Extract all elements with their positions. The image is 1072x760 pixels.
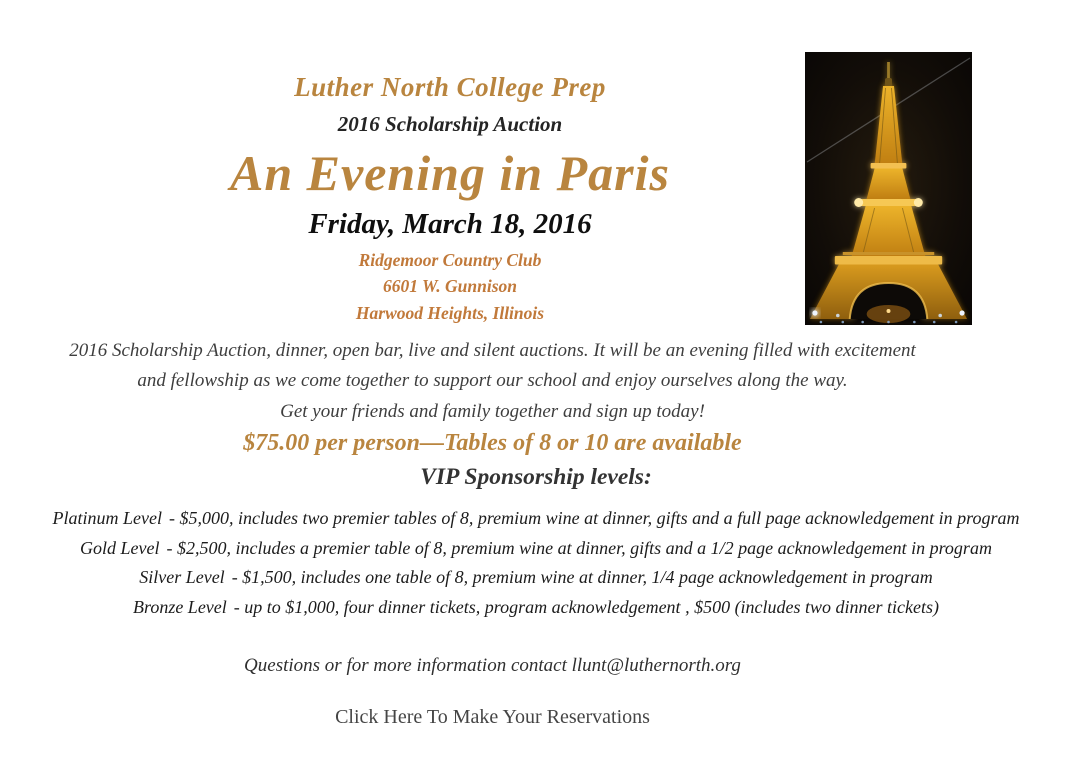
flyer-header <box>60 72 840 326</box>
level-details: - $1,500, includes one table of 8, premium wine at dinner, 1/4 page acknowledgement in program <box>231 567 933 587</box>
contact-line <box>0 655 985 677</box>
venue-block <box>60 247 840 326</box>
level-details: - $2,500, includes a premier table of 8, premium wine at dinner, gifts and a 1/2 page acknowledgement in program <box>166 537 992 558</box>
reservations-link[interactable]: Click Here To Make Your Reservations <box>335 706 650 728</box>
venue-name: Ridgemoor Country Club <box>358 250 542 271</box>
level-name: Bronze Level <box>132 596 227 617</box>
sponsorship-levels <box>0 504 1072 622</box>
eiffel-tower-photo <box>805 52 972 325</box>
reservations-line <box>0 706 985 729</box>
event-title: An Evening in Paris <box>230 145 670 202</box>
level-details: - up to $1,000, four dinner tickets, program acknowledgement , $500 (includes two dinner tickets) <box>233 596 940 617</box>
level-details: - $5,000, includes two premier tables of 8, premium wine at dinner, gifts and a full page acknowledgement in program <box>169 508 1020 528</box>
level-name: Silver Level <box>139 567 225 587</box>
pricing-line: $75.00 per person—Tables of 8 or 10 are available <box>243 430 742 456</box>
venue-city: Harwood Heights, Illinois <box>355 302 545 323</box>
contact-email-link[interactable]: llunt@luthernorth.org <box>571 655 741 676</box>
event-date: Friday, March 18, 2016 <box>308 207 592 240</box>
description-line-3: Get your friends and family together and sign up today! <box>280 400 705 422</box>
event-description <box>0 336 985 427</box>
event-subtitle: 2016 Scholarship Auction <box>337 112 563 137</box>
sponsorship-level-gold <box>0 534 1072 564</box>
venue-address: 6601 W. Gunnison <box>382 276 518 297</box>
description-line-1: 2016 Scholarship Auction, dinner, open bar, live and silent auctions. It will be an evening filled with excitement <box>69 340 916 361</box>
sponsorship-level-silver <box>0 563 1072 593</box>
sponsorship-heading: VIP Sponsorship levels: <box>420 464 652 490</box>
contact-text: Questions or for more information contact <box>244 655 572 676</box>
sponsorship-level-platinum <box>0 504 1072 534</box>
description-line-2: and fellowship as we come together to support our school and enjoy ourselves along the way. <box>137 370 848 392</box>
level-name: Gold Level <box>80 537 160 558</box>
sponsorship-level-bronze <box>0 593 1072 623</box>
level-name: Platinum Level <box>52 508 163 528</box>
school-name: Luther North College Prep <box>294 72 606 102</box>
